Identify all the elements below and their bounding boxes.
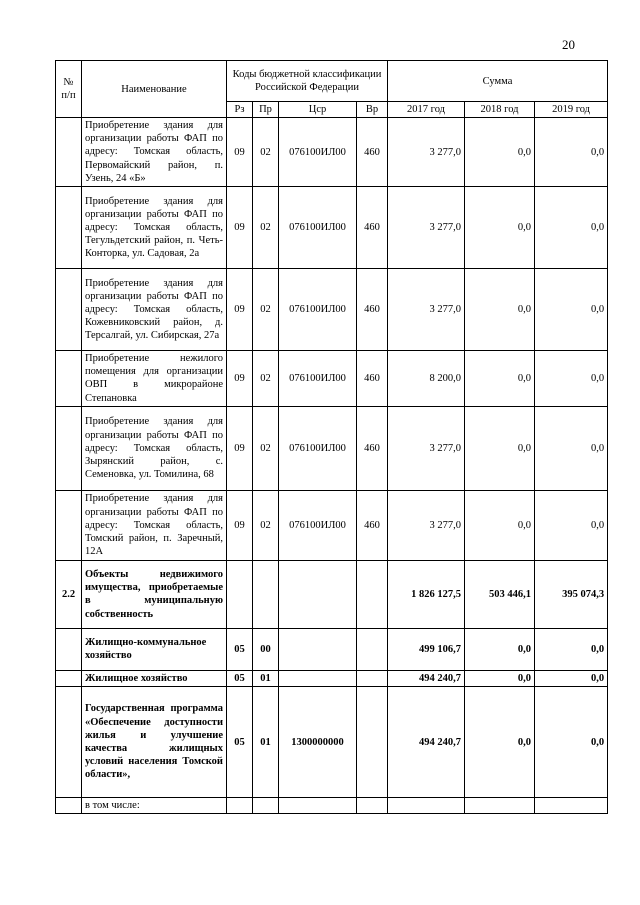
row-2017: 494 240,7: [388, 687, 465, 798]
row-num: [56, 406, 82, 490]
row-2018: 0,0: [465, 670, 535, 686]
header-rz: Рз: [227, 102, 253, 118]
row-name: Приобретение здания для организации работы ФАП по адресу: Томская область, Кожевниковский район, д. Терсалгай, ул. Сибирская, 27а: [82, 269, 227, 351]
row-2017: 3 277,0: [388, 490, 465, 560]
row-rz: [227, 798, 253, 814]
row-vr: [357, 628, 388, 670]
row-pr: 02: [253, 269, 279, 351]
row-2017: 3 277,0: [388, 118, 465, 187]
row-2018: 503 446,1: [465, 560, 535, 628]
budget-table: [55, 60, 608, 814]
row-2017: 3 277,0: [388, 269, 465, 351]
row-vr: [357, 670, 388, 686]
table-row: [56, 687, 608, 798]
row-num: 2.2: [56, 560, 82, 628]
row-name: Приобретение здания для организации работы ФАП по адресу: Томская область, Тегульдетский район, п. Четь-Конторка, ул. Садовая, 2а: [82, 187, 227, 269]
row-csr: [279, 628, 357, 670]
row-rz: 09: [227, 351, 253, 407]
row-rz: 05: [227, 628, 253, 670]
row-csr: 076100ИЛ00: [279, 269, 357, 351]
table-row: [56, 269, 608, 351]
row-vr: 460: [357, 187, 388, 269]
row-csr: [279, 560, 357, 628]
row-num: [56, 269, 82, 351]
row-name: Объекты недвижимого имущества, приобретаемые в муниципальную собственность: [82, 560, 227, 628]
row-2019: 0,0: [535, 187, 608, 269]
row-2017: 494 240,7: [388, 670, 465, 686]
row-pr: 01: [253, 687, 279, 798]
row-num: [56, 670, 82, 686]
row-2019: 0,0: [535, 628, 608, 670]
row-csr: 076100ИЛ00: [279, 187, 357, 269]
row-2017: 499 106,7: [388, 628, 465, 670]
row-num: [56, 351, 82, 407]
header-codes: Коды бюджетной классификации Российской Федерации: [227, 61, 388, 102]
row-2019: 395 074,3: [535, 560, 608, 628]
row-num: [56, 687, 82, 798]
row-name: Государственная программа «Обеспечение доступности жилья и улучшение качества жилищных условий населения Томской области»,: [82, 687, 227, 798]
table-row: [56, 560, 608, 628]
header-num: № п/п: [56, 61, 82, 118]
row-2019: 0,0: [535, 687, 608, 798]
row-2018: 0,0: [465, 118, 535, 187]
header-pr: Пр: [253, 102, 279, 118]
row-pr: [253, 560, 279, 628]
header-2019: 2019 год: [535, 102, 608, 118]
table-row: [56, 187, 608, 269]
row-2018: [465, 798, 535, 814]
row-vr: [357, 560, 388, 628]
row-rz: 09: [227, 269, 253, 351]
header-name: Наименование: [82, 61, 227, 118]
row-2018: 0,0: [465, 406, 535, 490]
row-pr: 02: [253, 187, 279, 269]
row-rz: 05: [227, 687, 253, 798]
row-name: Приобретение здания для организации работы ФАП по адресу: Томская область, Томский район, п. Заречный, 12А: [82, 490, 227, 560]
row-vr: [357, 798, 388, 814]
row-rz: [227, 560, 253, 628]
row-2018: 0,0: [465, 687, 535, 798]
row-rz: 09: [227, 406, 253, 490]
row-2019: 0,0: [535, 351, 608, 407]
row-pr: 02: [253, 490, 279, 560]
row-num: [56, 798, 82, 814]
row-num: [56, 118, 82, 187]
row-csr: [279, 798, 357, 814]
row-name: Жилищно-коммунальное хозяйство: [82, 628, 227, 670]
header-2017: 2017 год: [388, 102, 465, 118]
header-vr: Вр: [357, 102, 388, 118]
row-vr: 460: [357, 490, 388, 560]
row-num: [56, 628, 82, 670]
row-2019: 0,0: [535, 490, 608, 560]
row-2017: [388, 798, 465, 814]
row-csr: 076100ИЛ00: [279, 118, 357, 187]
row-vr: 460: [357, 406, 388, 490]
row-csr: [279, 670, 357, 686]
row-name: Приобретение здания для организации работы ФАП по адресу: Томская область, Зырянский район, с. Семеновка, ул. Томилина, 68: [82, 406, 227, 490]
header-csr: Цср: [279, 102, 357, 118]
header-sum: Сумма: [388, 61, 608, 102]
row-2019: 0,0: [535, 406, 608, 490]
row-num: [56, 490, 82, 560]
row-rz: 09: [227, 118, 253, 187]
page-number: 20: [562, 37, 575, 52]
row-2017: 8 200,0: [388, 351, 465, 407]
row-pr: 02: [253, 351, 279, 407]
row-2017: 3 277,0: [388, 187, 465, 269]
table-row: [56, 118, 608, 187]
row-rz: 09: [227, 187, 253, 269]
row-2017: 3 277,0: [388, 406, 465, 490]
row-csr: 1300000000: [279, 687, 357, 798]
row-csr: 076100ИЛ00: [279, 406, 357, 490]
row-csr: 076100ИЛ00: [279, 351, 357, 407]
row-pr: 01: [253, 670, 279, 686]
row-pr: [253, 798, 279, 814]
row-2019: 0,0: [535, 269, 608, 351]
table-row: [56, 670, 608, 686]
row-rz: 09: [227, 490, 253, 560]
row-csr: 076100ИЛ00: [279, 490, 357, 560]
row-2018: 0,0: [465, 351, 535, 407]
row-2019: 0,0: [535, 118, 608, 187]
table-row: [56, 406, 608, 490]
row-2018: 0,0: [465, 187, 535, 269]
table-row: [56, 351, 608, 407]
row-vr: [357, 687, 388, 798]
row-num: [56, 187, 82, 269]
row-name: в том числе:: [82, 798, 227, 814]
row-vr: 460: [357, 118, 388, 187]
row-pr: 02: [253, 118, 279, 187]
row-2017: 1 826 127,5: [388, 560, 465, 628]
row-name: Жилищное хозяйство: [82, 670, 227, 686]
row-2018: 0,0: [465, 490, 535, 560]
row-pr: 00: [253, 628, 279, 670]
row-name: Приобретение здания для организации работы ФАП по адресу: Томская область, Первомайский район, п. Узень, 24 «Б»: [82, 118, 227, 187]
row-2019: [535, 798, 608, 814]
row-2018: 0,0: [465, 269, 535, 351]
row-vr: 460: [357, 351, 388, 407]
header-2018: 2018 год: [465, 102, 535, 118]
row-name: Приобретение нежилого помещения для организации ОВП в микрорайоне Степановка: [82, 351, 227, 407]
table-row: [56, 490, 608, 560]
row-pr: 02: [253, 406, 279, 490]
row-2018: 0,0: [465, 628, 535, 670]
table-row: [56, 798, 608, 814]
row-vr: 460: [357, 269, 388, 351]
row-rz: 05: [227, 670, 253, 686]
table-row: [56, 628, 608, 670]
row-2019: 0,0: [535, 670, 608, 686]
